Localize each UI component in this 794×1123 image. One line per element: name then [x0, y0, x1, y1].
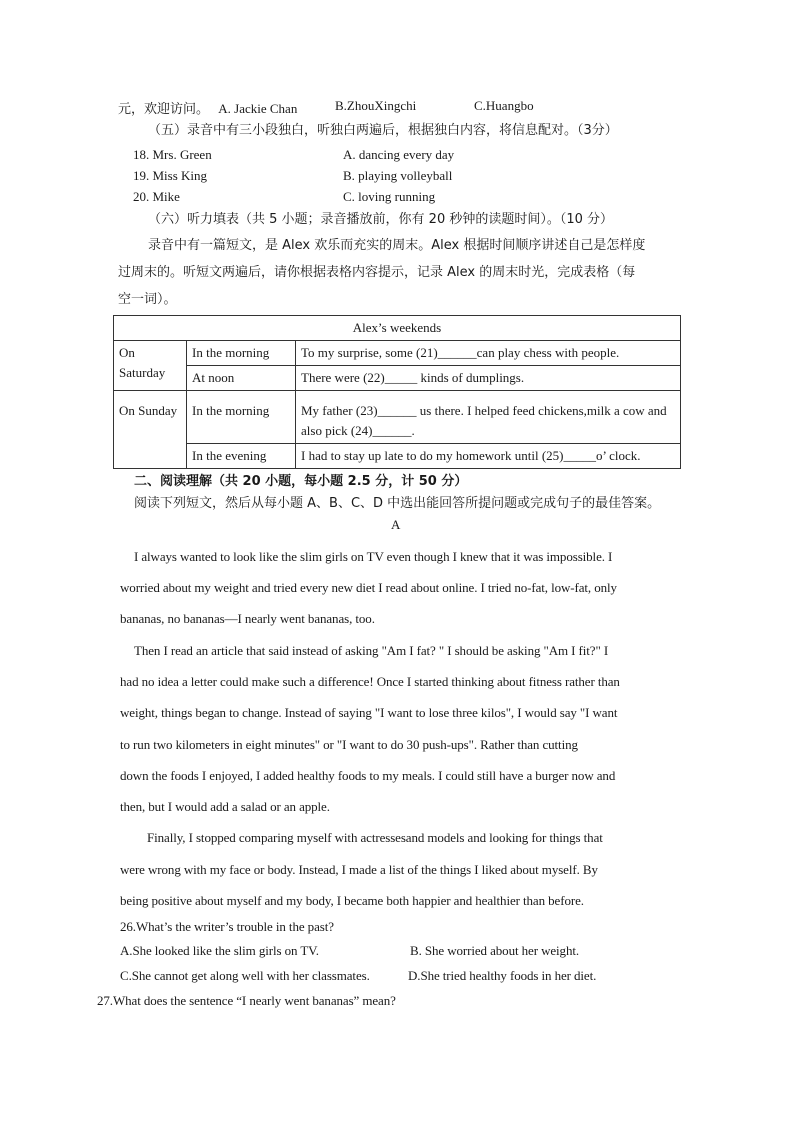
part5-item-18-left: 18. Mrs. Green: [133, 147, 212, 162]
passage-line: Finally, I stopped comparing myself with actressesand models and looking for things that: [147, 830, 603, 845]
passage-line: weight, things began to change. Instead of saying "I want to lose three kilos", I would say "I want: [120, 705, 618, 720]
q17-option-c: C.Huangbo: [474, 98, 534, 113]
q17-option-b: B.ZhouXingchi: [335, 98, 417, 113]
passage-line: were wrong with my face or body. Instead, I made a list of the things I liked about myself. By: [120, 862, 598, 877]
reading-section-title: 二、阅读理解（共 20 小题，每小题 2.5 分，计 50 分）: [134, 474, 468, 489]
reading-instruction: 阅读下列短文，然后从每小题 A、B、C、D 中选出能回答所提问题或完成句子的最佳答案。: [134, 496, 661, 511]
passage-line: down the foods I enjoyed, I added healthy foods to my meals. I could still have a burger now and: [120, 768, 616, 783]
table-time-cell: At noon: [187, 366, 296, 391]
question-27: 27.What does the sentence “I nearly went bananas” mean?: [97, 993, 396, 1008]
question-26: 26.What’s the writer’s trouble in the past?: [120, 919, 334, 934]
part5-item-19-right: B. playing volleyball: [343, 168, 453, 183]
part5-item-20-left: 20. Mike: [133, 189, 180, 204]
table-time-cell: In the morning: [187, 391, 296, 444]
passage-line: to run two kilometers in eight minutes" or "I want to do 30 push-ups". Rather than cutting: [120, 737, 578, 752]
q17-option-a: A. Jackie Chan: [218, 101, 298, 116]
table-time-cell: In the morning: [187, 341, 296, 366]
table-time-cell: In the evening: [187, 444, 296, 469]
alex-weekends-table: [113, 315, 681, 469]
passage-line: bananas, no bananas—I nearly went bananas, too.: [120, 611, 375, 626]
part6-intro-line-1: 录音中有一篇短文，是 Alex 欢乐而充实的周末。Alex 根据时间顺序讲述自己是怎样度: [148, 238, 646, 253]
passage-line: then, but I would add a salad or an apple.: [120, 799, 330, 814]
part5-item-19-left: 19. Miss King: [133, 168, 208, 183]
part5-item-18-right: A. dancing every day: [343, 147, 455, 162]
table-blank-21: To my surprise, some (21)______can play chess with people.: [296, 341, 681, 366]
passage-line: being positive about myself and my body, I became both happier and healthier than before.: [120, 893, 584, 908]
q26-option-a: A.She looked like the slim girls on TV.: [120, 943, 319, 958]
part5-item-20-right: C. loving running: [343, 189, 436, 204]
passage-line: had no idea a letter could make such a difference! Once I started thinking about fitness rather than: [120, 674, 620, 689]
q26-option-b: B. She worried about her weight.: [410, 943, 580, 958]
passage-line: worried about my weight and tried every new diet I read about online. I tried no-fat, low-fat, only: [120, 580, 617, 595]
passage-label: A: [391, 517, 401, 532]
part6-intro-line-2: 过周末的。听短文两遍后，请你根据表格内容提示，记录 Alex 的周末时光，完成表格（每: [118, 265, 636, 280]
table-blank-23-24: My father (23)______ us there. I helped feed chickens,milk a cow and also pick (24)______.: [296, 391, 681, 444]
part6-title: （六）听力填表（共 5 小题；录音播放前，你有 20 秒钟的读题时间）。（10 分）: [148, 212, 614, 227]
passage-line: I always wanted to look like the slim girls on TV even though I knew that it was impossible. I: [134, 549, 613, 564]
table-title: Alex’s weekends: [114, 316, 681, 341]
table-day-sunday: On Sunday: [114, 391, 187, 469]
passage-line: Then I read an article that said instead of asking "Am I fat? " I should be asking "Am I fit?" I: [134, 643, 609, 658]
table-blank-25: I had to stay up late to do my homework until (25)_____o’ clock.: [296, 444, 681, 469]
listening-q17-options-line: [118, 98, 297, 117]
table-day-saturday: On Saturday: [114, 341, 187, 391]
table-blank-22: There were (22)_____ kinds of dumplings.: [296, 366, 681, 391]
part6-intro-line-3: 空一词）。: [118, 292, 177, 307]
q26-option-d: D.She tried healthy foods in her diet.: [408, 968, 597, 983]
q26-option-c: C.She cannot get along well with her classmates.: [120, 968, 370, 983]
part5-title: （五）录音中有三小段独白，听独白两遍后，根据独白内容，将信息配对。（3分）: [148, 123, 618, 138]
q17-prefix: 元，欢迎访问。: [118, 102, 210, 117]
